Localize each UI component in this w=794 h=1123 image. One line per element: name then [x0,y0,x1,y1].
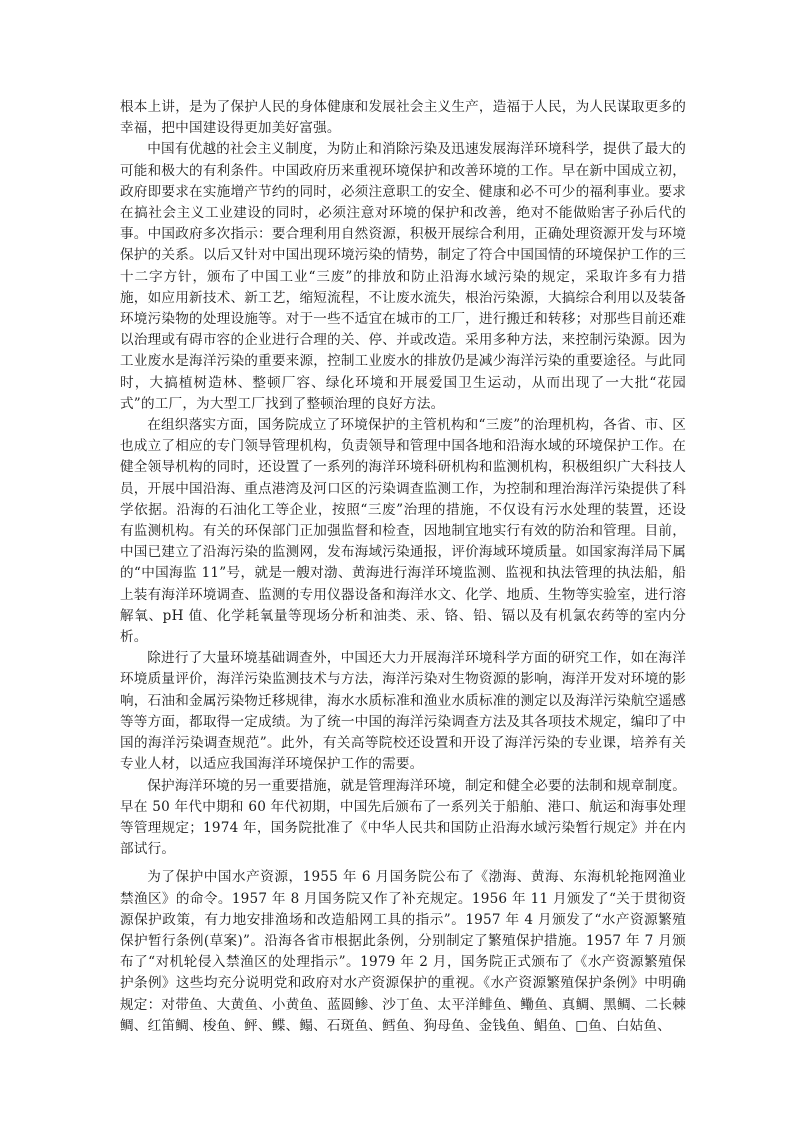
paragraph-2: 中国有优越的社会主义制度，为防止和消除污染及迅速发展海洋环境科学，提供了最大的可能和极大的有利条件。中国政府历来重视环境保护和改善环境的工作。早在新中国成立初，政府即要求在实施增产节约的同时，必须注意职工的安全、健康和必不可少的福利事业。要求在搞社会主义工业建设的同时，必须注意对环境的保护和改善，绝对不能做贻害子孙后代的事。中国政府多次指示：要合理利用自然资源，积极开展综合利用，正确处理资源开发与环境保护的关系。以后又针对中国出现环境污染的情势，制定了符合中国国情的环境保护工作的三十二字方针，颁布了中国工业“三废”的排放和防止沿海水域污染的规定，采取许多有力措施，如应用新技术、新工艺，缩短流程，不让废水流失，根治污染源，大搞综合利用以及装备环境污染物的处理设施等。对于一些不适宜在城市的工厂，进行搬迁和转移；对那些目前还难以治理或有碍市容的企业进行合理的关、停、并或改造。采用多种方法，来控制污染源。因为工业废水是海洋污染的重要来源，控制工业废水的排放仍是减少海洋污染的重要途径。与此同时，大搞植树造林、整顿厂容、绿化环境和开展爱国卫生运动，从而出现了一大批“花园式”的工厂，为大型工厂找到了整顿治理的良好方法。 [120,141,686,412]
paragraph-4: 除进行了大量环境基础调查外，中国还大力开展海洋环境科学方面的研究工作，如在海洋环境质量评价，海洋污染监测技术与方法，海洋污染对生物资源的影响，海洋开发对环境的影响，石油和金属污染物迁移规律，海水水质标准和渔业水质标准的测定以及海洋污染航空遥感等等方面，都取得一定成绩。为了统一中国的海洋污染调查方法及其各项技术规定，编印了中国的海洋污染调查规范”。此外，有关高等院校还设置和开设了海洋污染的专业课，培养有关专业人材，以适应我国海洋环境保护工作的需要。 [120,650,686,773]
paragraph-5: 保护海洋环境的另一重要措施，就是管理海洋环境，制定和健全必要的法制和规章制度。早在 50 年代中期和 60 年代初期，中国先后颁布了一系列关于船舶、港口、航运和海事处理等管理规定；1974 年，国务院批准了《中华人民共和国防止沿海水域污染暂行规定》并在内部试行。 [120,777,686,858]
paragraph-6: 为了保护中国水产资源，1955 年 6 月国务院公布了《渤海、黄海、东海机轮拖网渔业禁渔区》的命令。1957 年 8 月国务院又作了补充规定。1956 年 11 月颁发了“关于贯彻资源保护政策，有力地安排渔场和改造船网工具的指示”。1957 年 4 月颁发了“水产资源繁殖保护暂行条例(草案)”。沿海各省市根据此条例，分别制定了繁殖保护措施。1957 年 7 月颁布了“对机轮侵入禁渔区的处理指示”。1979 年 2 月，国务院正式颁布了《水产资源繁殖保护条例》这些均充分说明党和政府对水产资源保护的重视。《水产资源繁殖保护条例》中明确规定：对带鱼、大黄鱼、小黄鱼、蓝圆鲹、沙丁鱼、太平洋鲱鱼、鳓鱼、真鲷、黑鲷、二长棘鲷、红笛鲷、梭鱼、鲆、鲽、鳎、石斑鱼、鳕鱼、狗母鱼、金钱鱼、鲳鱼、□鱼、白姑鱼、 [120,869,686,1034]
document-page [120,97,686,1037]
paragraph-1: 根本上讲，是为了保护人民的身体健康和发展社会主义生产，造福于人民，为人民谋取更多的幸福，把中国建设得更加美好富强。 [120,99,686,137]
paragraph-3: 在组织落实方面，国务院成立了环境保护的主管机构和“三废”的治理机构，各省、市、区也成立了相应的专门领导管理机构，负责领导和管理中国各地和沿海水域的环境保护工作。在健全领导机构的同时，还设置了一系列的海洋环境科研机构和监测机构，积极组织广大科技人员，开展中国沿海、重点港湾及河口区的污染调查监测工作，为控制和理治海洋污染提供了科学依据。沿海的石油化工等企业，按照“三废”治理的措施，不仅设有污水处理的装置，还设有监测机构。有关的环保部门正加强监督和检查，因地制宜地实行有效的防治和管理。目前，中国已建立了沿海污染的监测网，发布海域污染通报，评价海域环境质量。如国家海洋局下属的“中国海监 11”号，就是一艘对渤、黄海进行海洋环境监测、监视和执法管理的执法船，船上装有海洋环境调查、监测的专用仪器设备和海洋水文、化学、地质、生物等实验室，进行溶解氧、pH 值、化学耗氧量等现场分析和油类、汞、铬、铅、镉以及有机氯农药等的室内分析。 [120,417,686,646]
